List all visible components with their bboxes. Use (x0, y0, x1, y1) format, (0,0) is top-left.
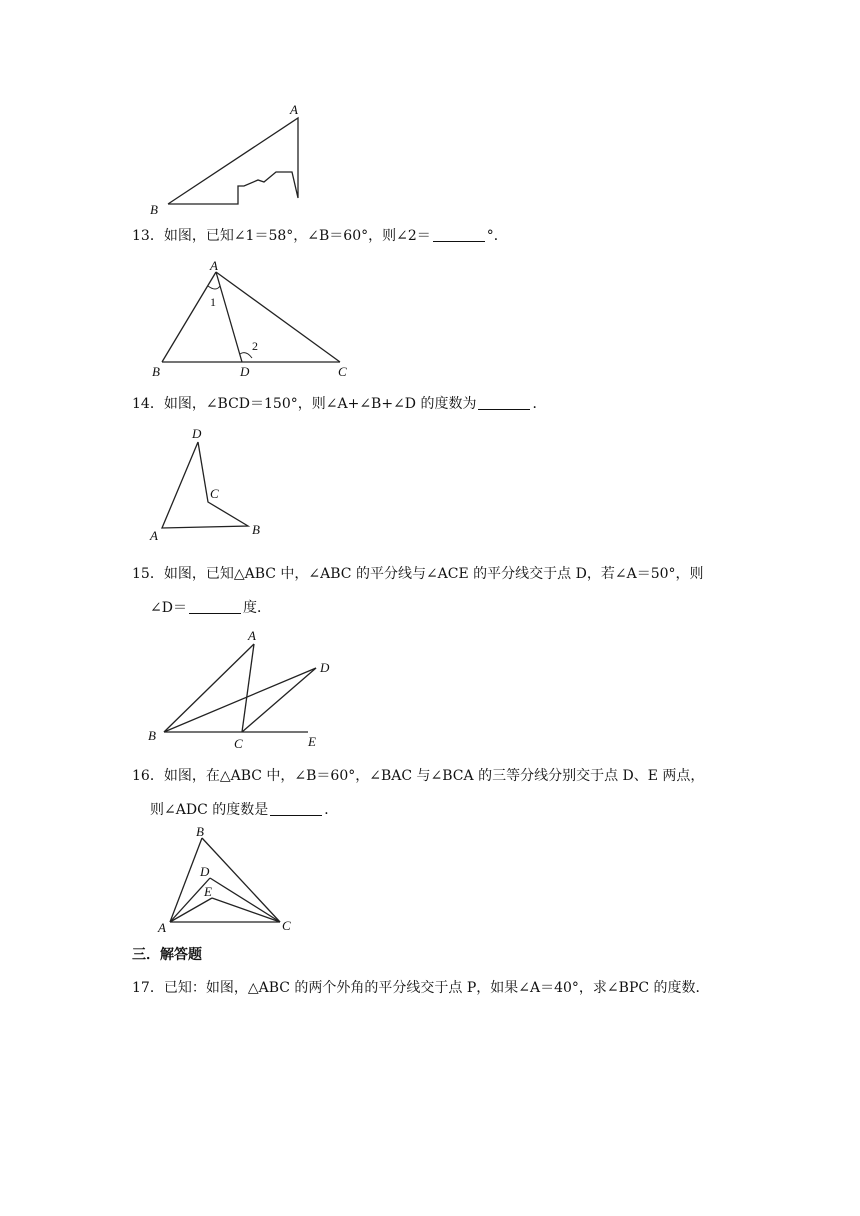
figure-q16-svg (140, 824, 310, 936)
fig15-label-a: A (248, 628, 256, 643)
fig15-label-c: C (234, 736, 243, 751)
figure-q12-svg (140, 98, 320, 218)
fig15-line-bd (164, 668, 316, 732)
section-heading-3: 三．解答题 (132, 947, 202, 963)
fig15-label-d: D (320, 660, 330, 675)
q14-answer-blank[interactable] (478, 395, 530, 410)
fig14-outline (162, 442, 248, 528)
fig15-line-ac (242, 644, 254, 732)
fig14-label-d: D (192, 426, 202, 441)
fig14-label-c: C (210, 486, 219, 501)
fig15-label-b: B (148, 728, 156, 743)
q15-text-line1: 15．如图，已知△ABC 中，∠ABC 的平分线与∠ACE 的平分线交于点 D，若∠A＝50°，则 (132, 566, 704, 582)
figure-q13-svg (140, 258, 370, 380)
q16-answer-blank[interactable] (270, 801, 322, 816)
question-15 (132, 564, 752, 618)
question-14 (132, 394, 752, 414)
fig15-line-cd (242, 668, 316, 732)
fig13-label-2: 2 (252, 339, 258, 353)
q14-text-pre: 14．如图，∠BCD＝150°，则∠A+∠B+∠D 的度数为 (132, 396, 477, 412)
q16-line2 (132, 800, 752, 820)
fig16-label-b: B (196, 824, 204, 839)
figure-q15 (140, 628, 340, 752)
q16-text-line1: 16．如图，在△ABC 中，∠B＝60°，∠BAC 与∠BCA 的三等分线分别交于点 D、E 两点， (132, 768, 705, 784)
figure-q16 (140, 824, 310, 936)
fig12-label-a: A (290, 102, 298, 117)
question-17: 17．已知：如图，△ABC 的两个外角的平分线交于点 P，如果∠A＝40°，求∠BPC 的度数． (132, 980, 710, 996)
q16-text-post2: ． (324, 802, 339, 818)
fig16-line-ec (212, 898, 280, 922)
figure-q12 (140, 98, 320, 218)
fig16-label-a: A (158, 920, 166, 935)
q13-answer-blank[interactable] (433, 227, 485, 242)
fig14-label-a: A (150, 528, 158, 543)
q13-text-pre: 13．如图，已知∠1＝58°，∠B＝60°，则∠2＝ (132, 228, 431, 244)
question-13 (132, 226, 752, 246)
figure-q15-svg (140, 628, 340, 752)
figure-q14 (140, 424, 280, 546)
fig15-label-e: E (308, 734, 316, 749)
fig16-label-c: C (282, 918, 291, 933)
fig16-line-ab (170, 838, 202, 922)
fig14-label-b: B (252, 522, 260, 537)
fig16-label-e: E (204, 884, 212, 899)
figure-q13 (140, 258, 370, 380)
fig13-label-1: 1 (210, 295, 216, 309)
fig13-label-d: D (240, 364, 250, 379)
q15-text-pre2: ∠D＝ (150, 600, 187, 616)
q14-text-post: ． (532, 396, 547, 412)
q15-answer-blank[interactable] (189, 599, 241, 614)
figure-q14-svg (140, 424, 280, 546)
fig13-angle-2-arc (240, 353, 252, 358)
fig13-line-ad (216, 272, 242, 362)
fig16-line-ae (170, 898, 212, 922)
question-16 (132, 766, 752, 820)
q13-text-post: °． (486, 228, 508, 244)
fig12-label-b: B (150, 202, 158, 217)
fig13-label-c: C (338, 364, 347, 379)
fig15-line-ba (164, 644, 254, 732)
fig13-label-b: B (152, 364, 160, 379)
q15-text-post2: 度． (242, 600, 271, 616)
q16-text-pre2: 则∠ADC 的度数是 (150, 802, 269, 818)
q15-line2 (132, 598, 752, 618)
fig13-line-ac (216, 272, 340, 362)
fig13-angle-1-arc (208, 286, 220, 289)
figure-q12-outline (168, 118, 298, 204)
fig16-label-d: D (200, 864, 210, 879)
fig13-line-ab (162, 272, 216, 362)
fig13-label-a: A (210, 258, 218, 273)
